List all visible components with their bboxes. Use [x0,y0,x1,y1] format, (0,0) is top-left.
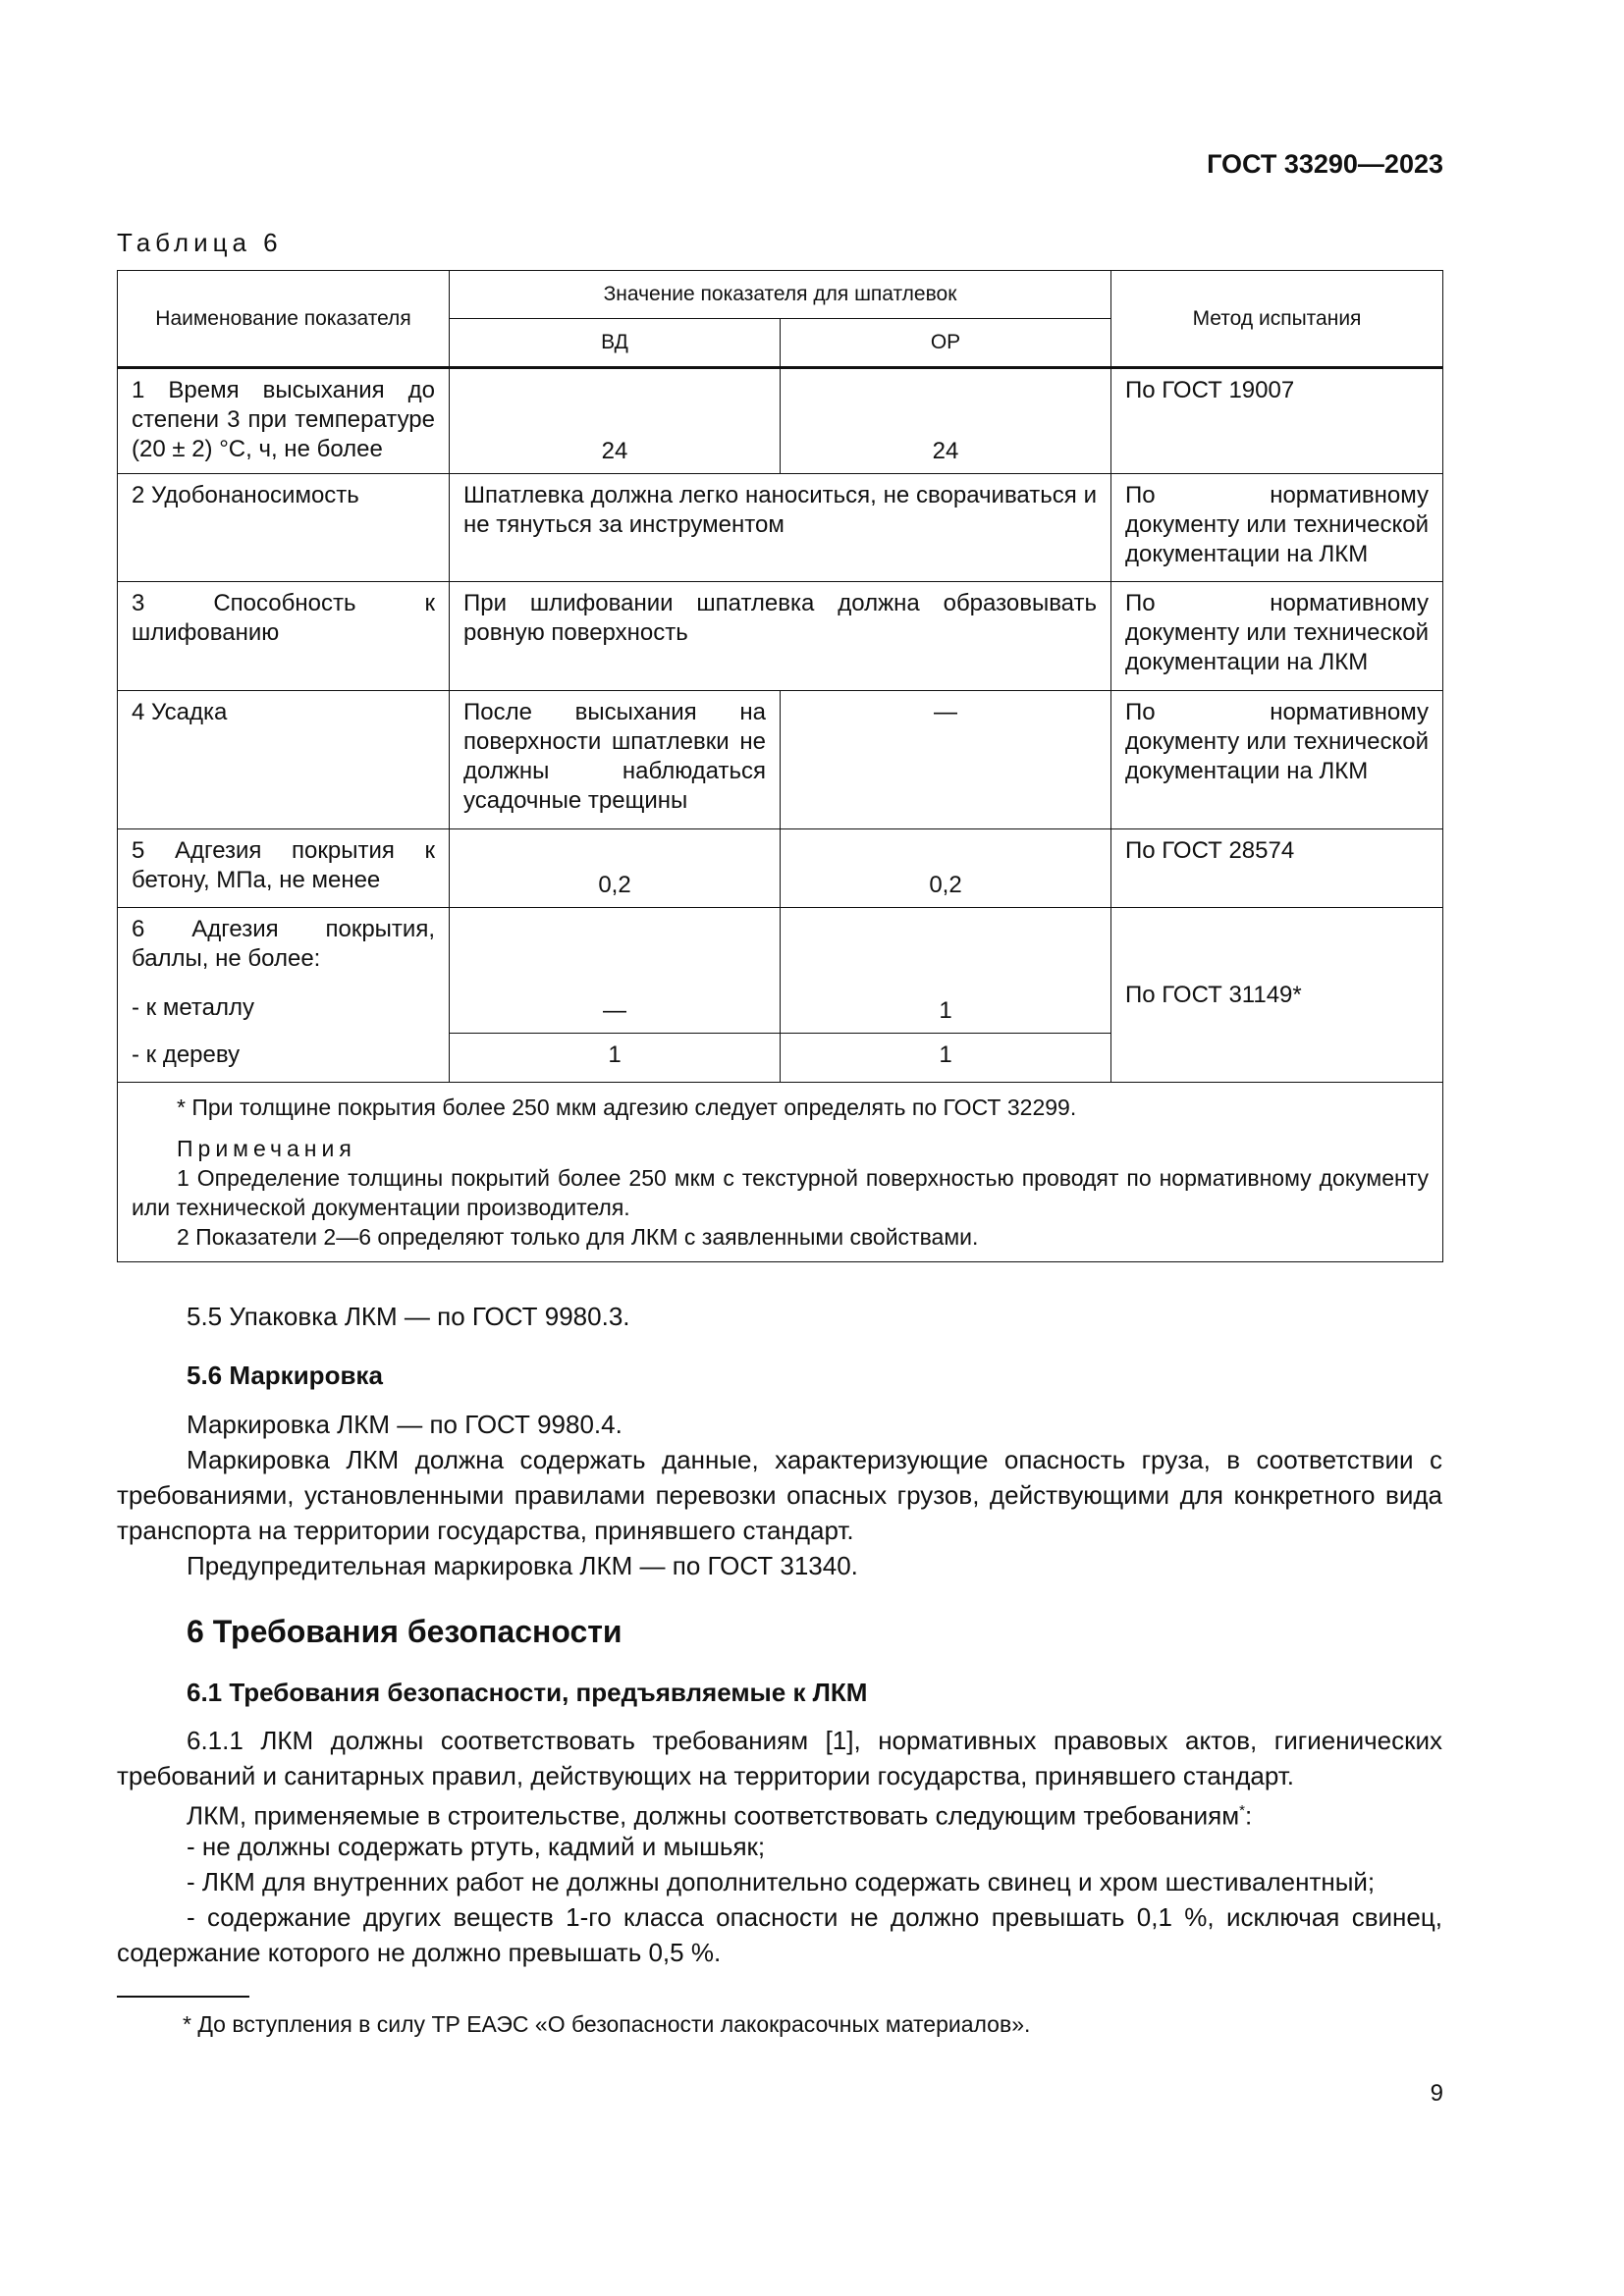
row-name: 1 Время высыхания до степени 3 при температуре (20 ± 2) °С, ч, не более [118,368,450,474]
row-method: По ГОСТ 19007 [1111,368,1443,474]
page-footnote: * До вступления в силу ТР ЕАЭС «О безопасности лакокрасочных материалов». [183,2011,1031,2037]
column-header-value-group: Значение показателя для шпатлевок [450,271,1111,319]
row-name [118,908,450,1034]
row-name: 5 Адгезия покрытия к бетону, МПа, не менее [118,829,450,908]
column-header-or: ОР [781,319,1111,368]
table-footnote: * При толщине покрытия более 250 мкм адгезию следует определять по ГОСТ 32299. [177,1095,1077,1120]
table-row [118,368,1443,474]
heading-6-1: 6.1 Требования безопасности, предъявляемые к ЛКМ [187,1678,868,1707]
row-value-vd: 0,2 [450,829,781,908]
heading-5-6: 5.6 Маркировка [187,1361,383,1390]
footnote-separator [117,1996,249,1998]
row-method: По ГОСТ 28574 [1111,829,1443,908]
list-item: - ЛКМ для внутренних работ не должны дополнительно содержать свинец и хром шестивалентный; [187,1867,1376,1896]
table-row [118,691,1443,829]
requirements-table [117,270,1443,1262]
list-item: - не должны содержать ртуть, кадмий и мышьяк; [187,1832,766,1861]
row-value-or: 0,2 [781,829,1111,908]
heading-6: 6 Требования безопасности [187,1614,623,1649]
table-row [118,582,1443,691]
row-value-merged: При шлифовании шпатлевка должна образовывать ровную поверхность [450,582,1111,691]
row-value-or: 1 [781,1034,1111,1083]
list-item: - содержание других веществ 1-го класса опасности не должно превышать 0,1 %, исключая свинец, содержание которого не должно превышать 0,5 %. [117,1902,1442,1967]
row-value-vd: После высыхания на поверхности шпатлевки не должны наблюдаться усадочные трещины [450,691,781,829]
paragraph-marking-3: Предупредительная маркировка ЛКМ — по ГОСТ 31340. [187,1551,858,1580]
row-name: 3 Способность к шлифованию [118,582,450,691]
table-caption: Таблица 6 [117,228,283,257]
row-value-vd: 24 [450,368,781,474]
row-value-or: 1 [781,908,1111,1034]
note-1: 1 Определение толщины покрытий более 250 мкм с текстурной поверхностью проводят по нормативному документу или технической документации производителя. [132,1165,1429,1220]
column-header-name: Наименование показателя [118,271,450,368]
paragraph-marking-2: Маркировка ЛКМ должна содержать данные, характеризующие опасность груза, в соответствии с требованиями, установленными правилами перевозки опасных грузов, действующими для конкретного вида транспорта на территории государства, принявшего стандарт. [117,1445,1442,1545]
page-number: 9 [1430,2080,1443,2107]
row-subname-wood: - к дереву [118,1034,450,1083]
row-value-or: 24 [781,368,1111,474]
row-subname-metal: - к металлу [132,994,254,1021]
paragraph-marking-1: Маркировка ЛКМ — по ГОСТ 9980.4. [187,1410,623,1439]
table-row [118,829,1443,908]
row-value-or: — [781,691,1111,829]
requirements-text: ЛКМ, применяемые в строительстве, должны соответствовать следующим требованиям [187,1800,1240,1831]
row-value-vd: 1 [450,1034,781,1083]
row-name: 4 Усадка [118,691,450,829]
paragraph-5-5: 5.5 Упаковка ЛКМ — по ГОСТ 9980.3. [187,1302,630,1331]
row-name-main: 6 Адгезия покрытия, баллы, не более: [132,916,435,972]
paragraph-6-1-1: 6.1.1 ЛКМ должны соответствовать требованиям [1], нормативных правовых актов, гигиенических требований и санитарных правил, действующих на территории государства, принявшего стандарт. [117,1726,1442,1790]
row-method: По нормативному документу или технической документации на ЛКМ [1111,691,1443,829]
requirements-colon: : [1244,1800,1253,1831]
row-method: По нормативному документу или технической документации на ЛКМ [1111,582,1443,691]
table-row [118,474,1443,582]
paragraph-requirements [117,1793,1442,1834]
row-value-merged: Шпатлевка должна легко наноситься, не сворачиваться и не тянуться за инструментом [450,474,1111,582]
column-header-vd: ВД [450,319,781,368]
row-value-vd: — [450,908,781,1034]
document-code: ГОСТ 33290—2023 [1207,149,1443,179]
table-notes-row [118,1083,1443,1262]
notes-title: Примечания [177,1136,356,1161]
column-header-method: Метод испытания [1111,271,1443,368]
table-row [118,908,1443,1034]
row-name: 2 Удобонаносимость [118,474,450,582]
footnote-mark: * [1239,1802,1245,1819]
row-method: По нормативному документу или технической документации на ЛКМ [1111,474,1443,582]
row-method: По ГОСТ 31149* [1111,908,1443,1083]
note-2: 2 Показатели 2—6 определяют только для ЛКМ с заявленными свойствами. [177,1224,979,1250]
